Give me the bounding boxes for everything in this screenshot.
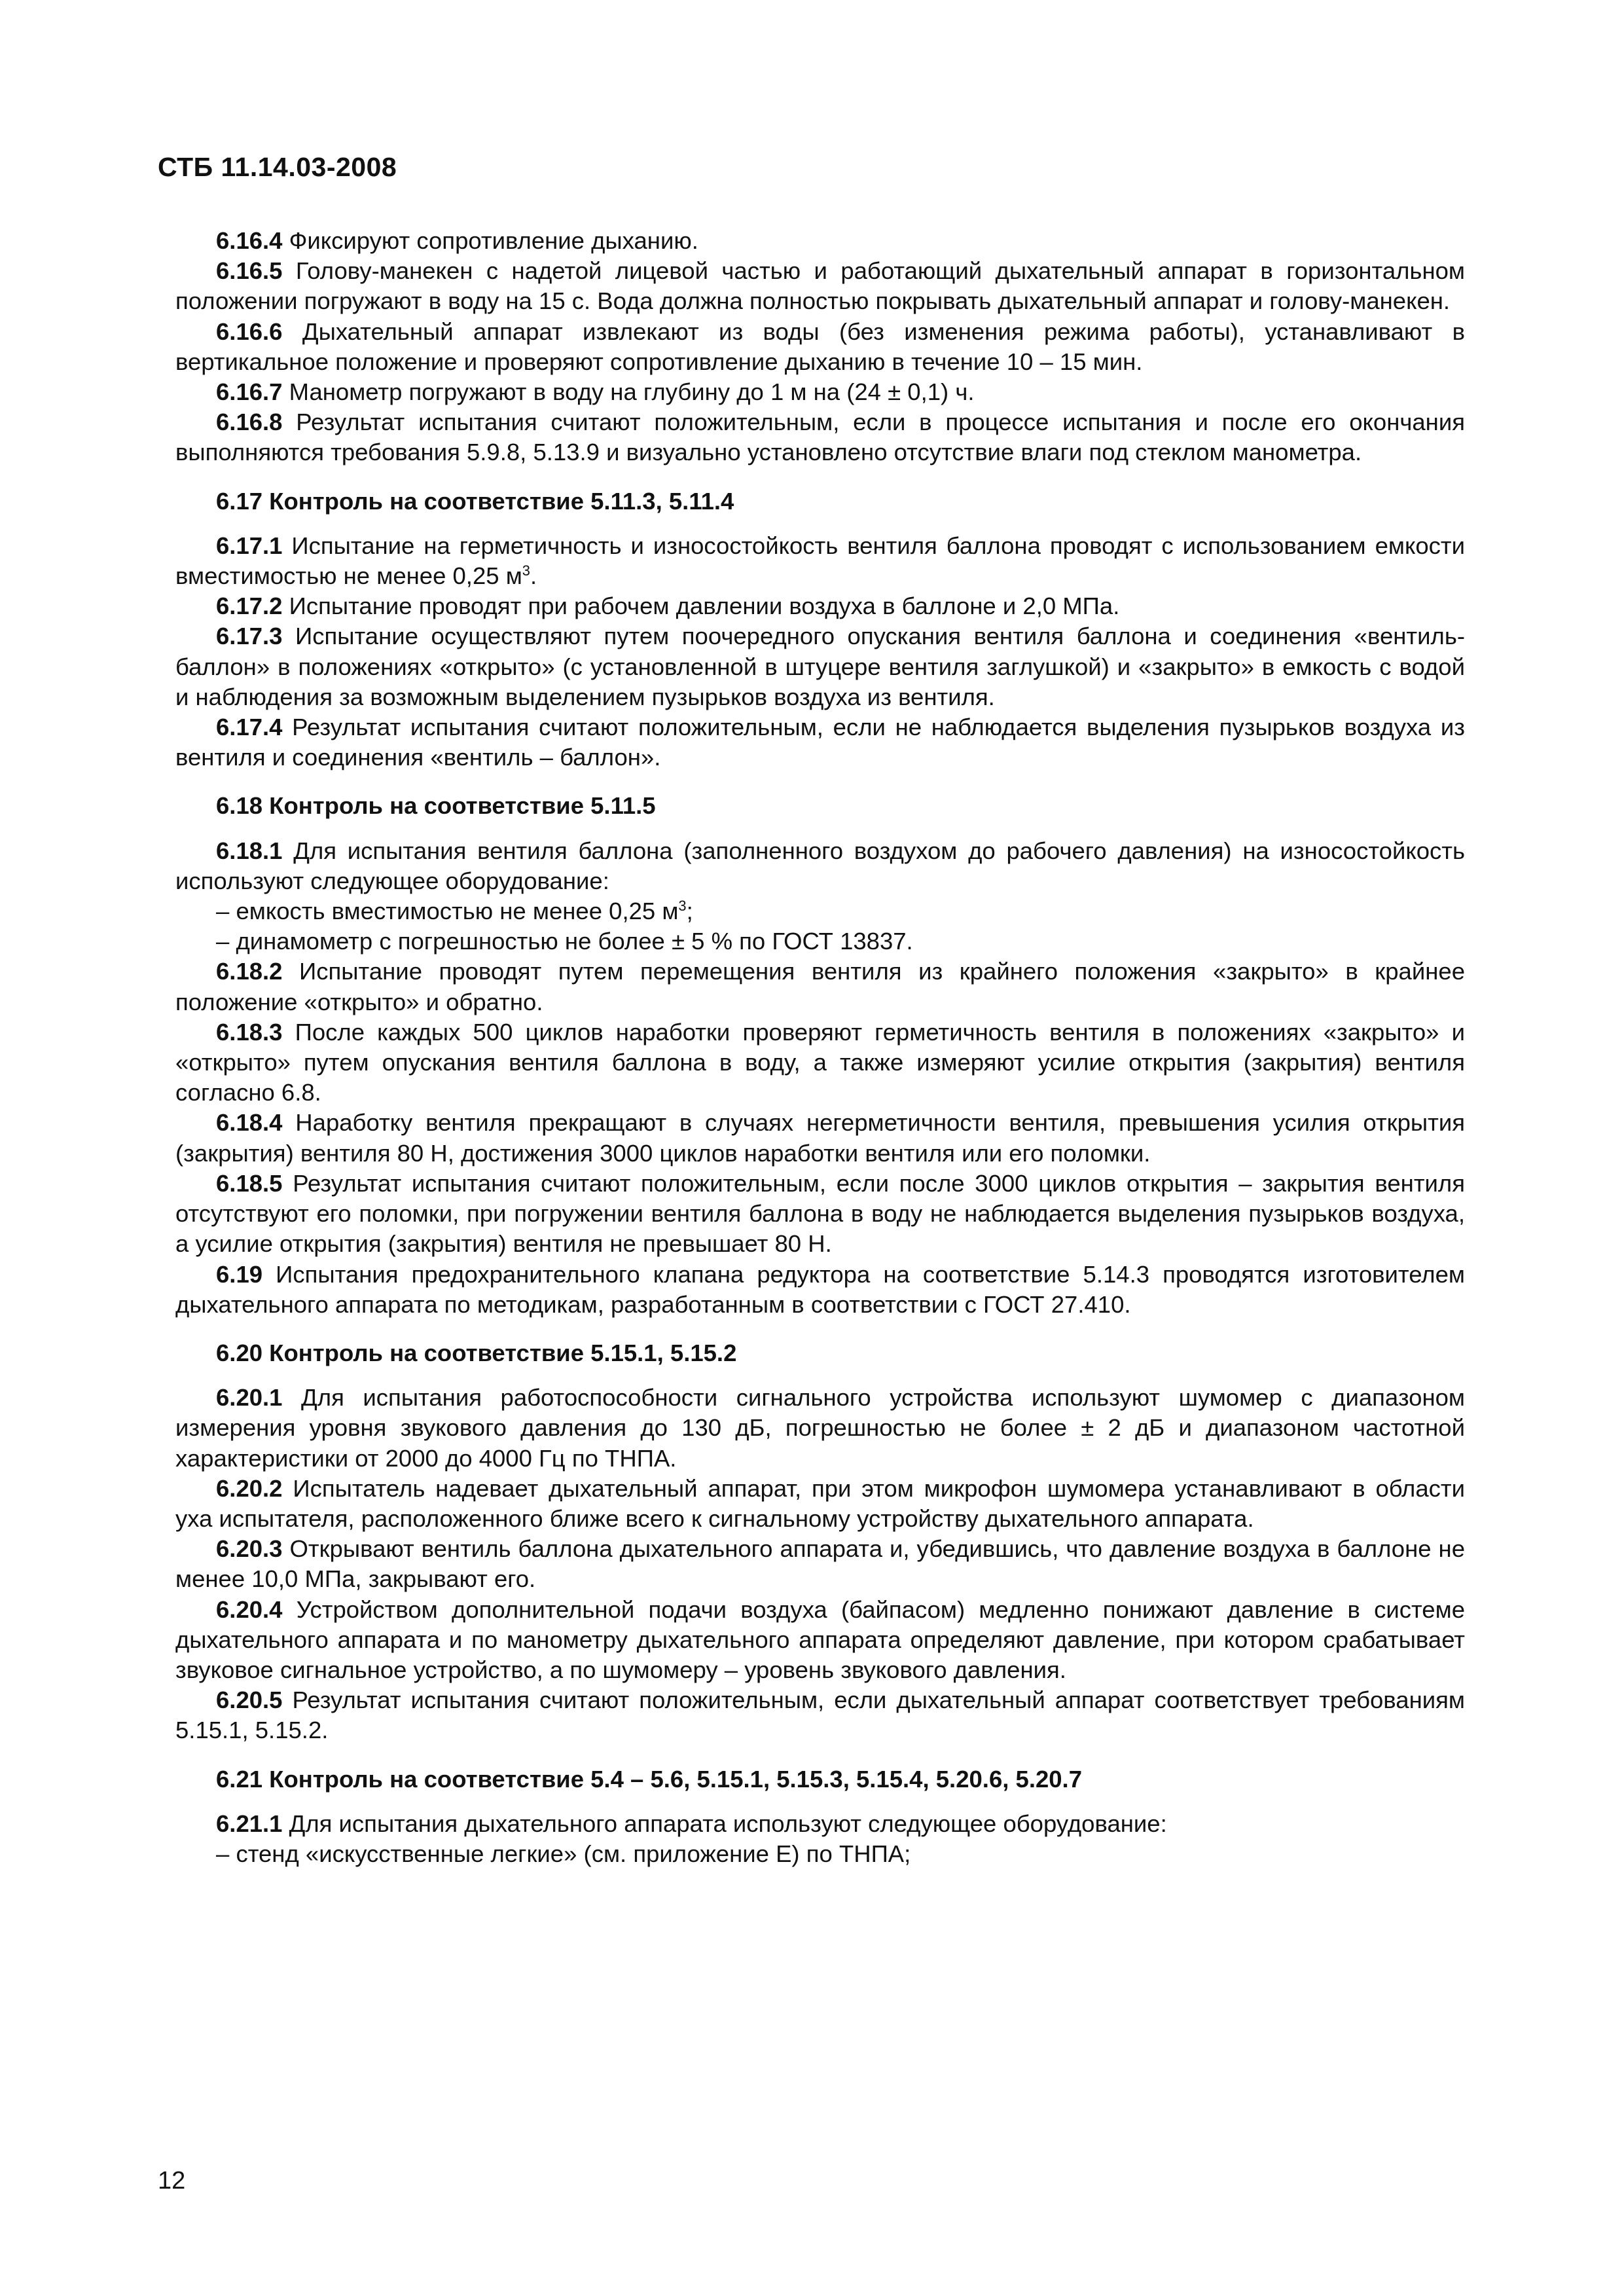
paragraph-text: Результат испытания считают положительным, если не наблюдается выделения пузырьков воздуха из вентиля и соединения «вентиль – баллон». — [175, 714, 1465, 771]
paragraph — [175, 1260, 1465, 1320]
paragraph — [175, 256, 1465, 316]
paragraph — [175, 317, 1465, 377]
paragraph — [175, 1534, 1465, 1594]
paragraph-text: Открывают вентиль баллона дыхательного аппарата и, убедившись, что давление воздуха в баллоне не менее 10,0 МПа, закрывают его. — [175, 1535, 1465, 1593]
paragraph — [175, 1169, 1465, 1260]
clause-number: 6.20.1 — [216, 1384, 283, 1412]
section-heading: 6.20 Контроль на соответствие 5.15.1, 5.15.2 — [216, 1339, 737, 1366]
paragraph-text: Манометр погружают в воду на глубину до 1 м на (24 ± 0,1) ч. — [282, 378, 975, 406]
clause-number: 6.16.4 — [216, 227, 283, 254]
paragraph — [175, 1809, 1465, 1839]
paragraph-text: Устройством дополнительной подачи воздуха (байпасом) медленно понижают давление в системе дыхательного аппарата и по манометру дыхательного аппарата определяют давление, при котором срабатывает звуковое сигнальное устройство, а по шумомеру – уровень звукового давления. — [175, 1595, 1465, 1683]
paragraph — [175, 1595, 1465, 1686]
section-heading: 6.17 Контроль на соответствие 5.11.3, 5.11.4 — [216, 487, 734, 515]
paragraph-text: Голову-манекен с надетой лицевой частью и работающий дыхательный аппарат в горизонтальном положении погружают в воду на 15 с. Вода должна полностью покрывать дыхательный аппарат и голову-манекен. — [175, 257, 1465, 315]
paragraph — [175, 407, 1465, 467]
paragraph-text: Испытание осуществляют путем поочередного опускания вентиля баллона и соединения «вентиль-баллон» в положениях «открыто» (с установленной в штуцере вентиля заглушкой) и «закрыто» в емкость с водой и наблюдения за возможным выделением пузырьков воздуха из вентиля. — [175, 623, 1465, 710]
paragraph-text: – стенд «искусственные легкие» (см. приложение Е) по ТНПА; — [216, 1840, 911, 1867]
paragraph-text: Испытание проводят при рабочем давлении воздуха в баллоне и 2,0 МПа. — [282, 592, 1120, 620]
paragraph — [175, 1017, 1465, 1108]
paragraph — [175, 836, 1465, 896]
document-code-header: СТБ 11.14.03-2008 — [158, 152, 397, 182]
clause-number: 6.19 — [216, 1260, 263, 1288]
clause-number: 6.20.2 — [216, 1474, 283, 1502]
clause-number: 6.17.2 — [216, 592, 283, 620]
paragraph-text-end: . — [530, 562, 537, 590]
paragraph-text: Для испытания работоспособности сигнального устройства используют шумомер с диапазоном измерения уровня звукового давления до 130 дБ, погрешностью не более ± 2 дБ и диапазоном частотной характеристики от 2000 до 4000 Гц по ТНПА. — [175, 1384, 1465, 1472]
clause-number: 6.20.3 — [216, 1535, 283, 1563]
paragraph-text: – емкость вместимостью не менее 0,25 м — [216, 898, 679, 925]
paragraph — [175, 712, 1465, 773]
paragraph — [175, 591, 1465, 621]
clause-number: 6.17.1 — [216, 532, 283, 559]
paragraph-text: Результат испытания считают положительным, если дыхательный аппарат соответствует требованиям 5.15.1, 5.15.2. — [175, 1686, 1465, 1744]
list-item — [175, 1839, 1465, 1869]
paragraph-text: Результат испытания считают положительным, если после 3000 циклов открытия – закрытия вентиля отсутствуют его поломки, при погружении вентиля баллона в воду не наблюдается выделения пузырьков воздуха, а усилие открытия (закрытия) вентиля не превышает 80 Н. — [175, 1169, 1465, 1258]
clause-number: 6.20.4 — [216, 1595, 283, 1623]
paragraph-text-end: ; — [686, 898, 693, 925]
paragraph — [175, 377, 1465, 407]
paragraph — [175, 621, 1465, 712]
paragraph — [175, 531, 1465, 591]
paragraph-text: – динамометр с погрешностью не более ± 5 % по ГОСТ 13837. — [216, 928, 913, 955]
paragraph-text: Дыхательный аппарат извлекают из воды (без изменения режима работы), устанавливают в вертикальное положение и проверяют сопротивление дыханию в течение 10 – 15 мин. — [175, 318, 1465, 375]
document-body — [175, 226, 1465, 1869]
paragraph — [175, 226, 1465, 256]
superscript: 3 — [522, 562, 530, 579]
paragraph-text: Наработку вентиля прекращают в случаях негерметичности вентиля, превышения усилия открытия (закрытия) вентиля 80 Н, достижения 3000 циклов наработки вентиля или его поломки. — [175, 1109, 1465, 1167]
paragraph — [175, 957, 1465, 1017]
clause-number: 6.18.2 — [216, 958, 283, 985]
clause-number: 6.16.6 — [216, 318, 283, 345]
clause-number: 6.18.3 — [216, 1018, 283, 1046]
paragraph-text: Для испытания вентиля баллона (заполненного воздухом до рабочего давления) на износостойкость используют следующее оборудование: — [175, 837, 1465, 894]
paragraph-text: Испытатель надевает дыхательный аппарат, при этом микрофон шумомера устанавливают в области уха испытателя, расположенного ближе всего к сигнальному устройству дыхательного аппарата. — [175, 1474, 1465, 1532]
clause-number: 6.20.5 — [216, 1686, 283, 1714]
clause-number: 6.16.8 — [216, 409, 283, 436]
paragraph-text: Результат испытания считают положительным, если в процессе испытания и после его окончания выполняются требования 5.9.8, 5.13.9 и визуально установлено отсутствие влаги под стеклом манометра. — [175, 409, 1465, 466]
clause-number: 6.17.3 — [216, 623, 283, 650]
paragraph-text: Испытание на герметичность и износостойкость вентиля баллона проводят с использованием емкости вместимостью не менее 0,25 м — [175, 532, 1465, 590]
section-heading: 6.21 Контроль на соответствие 5.4 – 5.6, 5.15.1, 5.15.3, 5.15.4, 5.20.6, 5.20.7 — [216, 1765, 1083, 1793]
page-number: 12 — [158, 2167, 186, 2195]
clause-number: 6.16.7 — [216, 378, 283, 406]
clause-number: 6.18.5 — [216, 1169, 283, 1197]
list-item — [175, 926, 1465, 957]
clause-number: 6.18.1 — [216, 837, 283, 864]
clause-number: 6.17.4 — [216, 714, 283, 741]
paragraph — [175, 1685, 1465, 1745]
superscript: 3 — [678, 897, 687, 914]
paragraph — [175, 1108, 1465, 1168]
paragraph-text: Для испытания дыхательного аппарата используют следующее оборудование: — [282, 1810, 1167, 1837]
clause-number: 6.21.1 — [216, 1810, 283, 1837]
paragraph — [175, 1383, 1465, 1474]
list-item — [175, 896, 1465, 926]
paragraph-text: После каждых 500 циклов наработки проверяют герметичность вентиля в положениях «закрыто» и «открыто» путем опускания вентиля баллона в воду, а также измеряют усилие открытия (закрытия) вентиля согласно 6.8. — [175, 1018, 1465, 1106]
paragraph-text: Испытания предохранительного клапана редуктора на соответствие 5.14.3 проводятся изготовителем дыхательного аппарата по методикам, разработанным в соответствии с ГОСТ 27.410. — [175, 1260, 1465, 1318]
clause-number: 6.16.5 — [216, 257, 283, 285]
paragraph-text: Испытание проводят путем перемещения вентиля из крайнего положения «закрыто» в крайнее положение «открыто» и обратно. — [175, 958, 1465, 1015]
clause-number: 6.18.4 — [216, 1109, 283, 1137]
paragraph — [175, 1474, 1465, 1534]
section-heading: 6.18 Контроль на соответствие 5.11.5 — [216, 792, 656, 820]
paragraph-text: Фиксируют сопротивление дыханию. — [282, 227, 698, 254]
